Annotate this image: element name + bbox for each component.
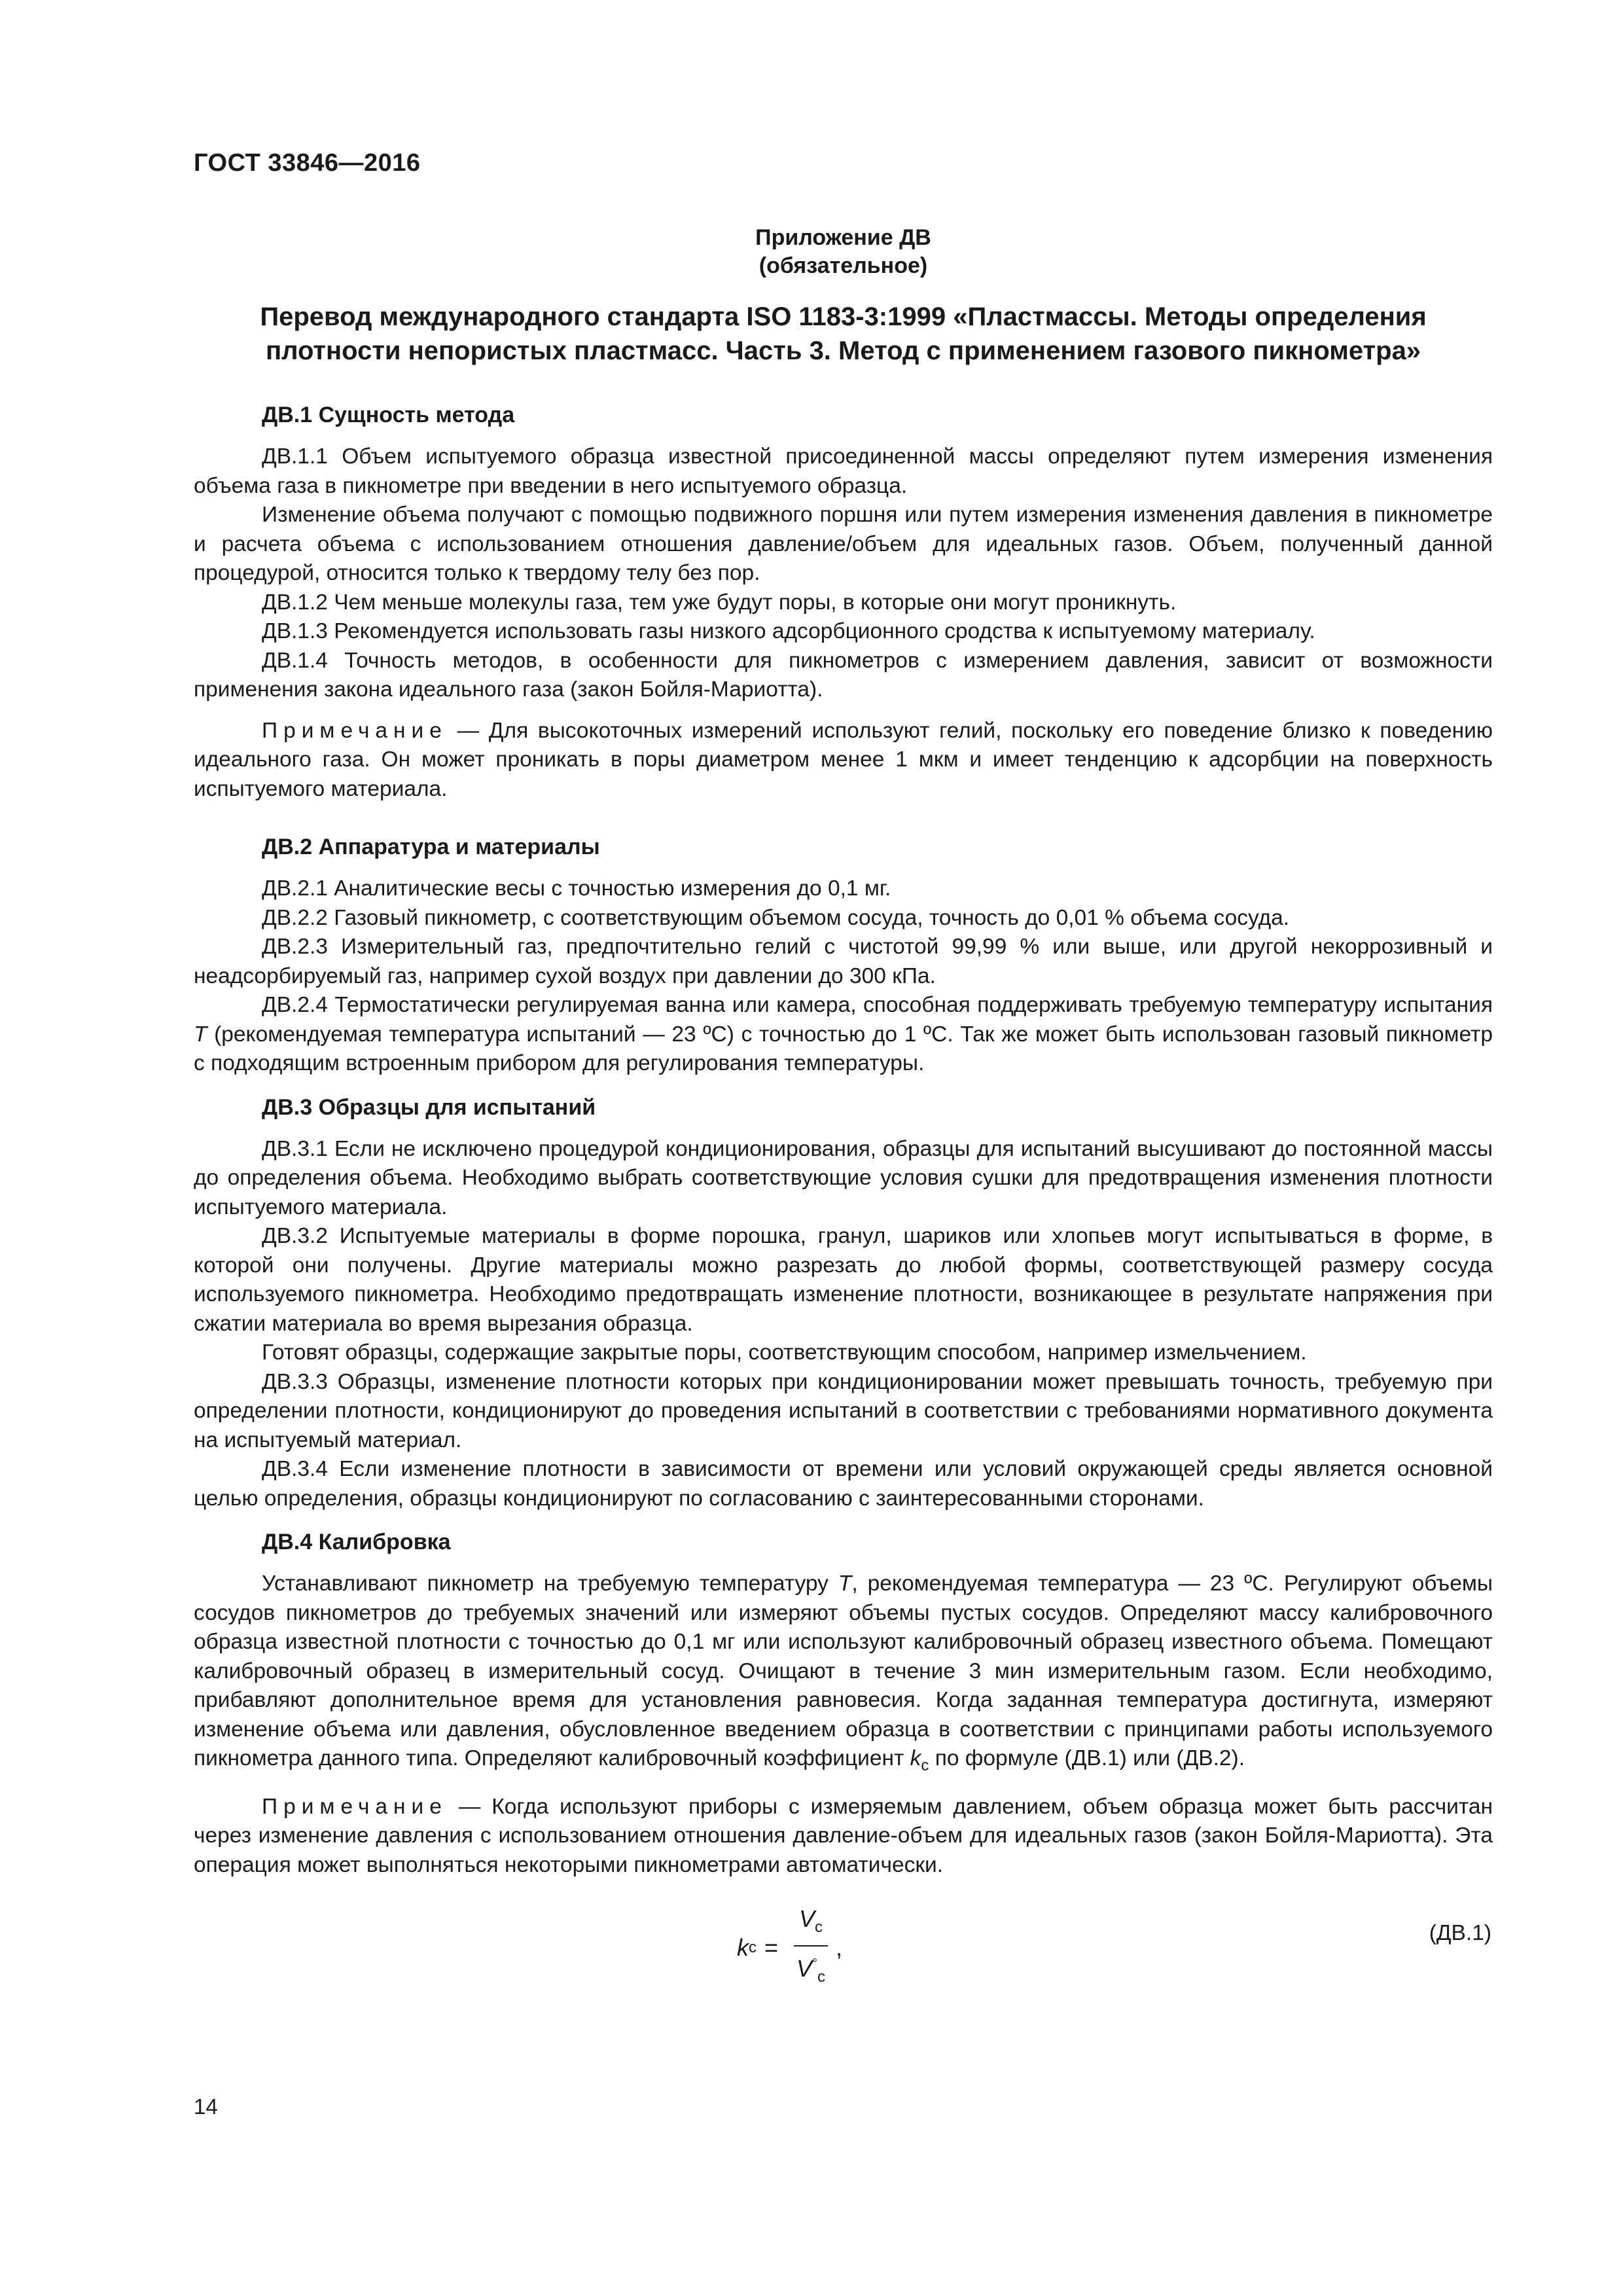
denominator-var: V <box>796 1954 813 1982</box>
formula-comma: , <box>836 1934 843 1962</box>
formula-lhs: k <box>737 1934 749 1962</box>
note <box>194 717 1493 804</box>
equation-number: (ДВ.1) <box>1429 1921 1491 1945</box>
section-heading-dv1: ДВ.1 Сущность метода <box>262 403 515 427</box>
paragraph: Готовят образцы, содержащие закрытые поры, соответствующим способом, например измельчением. <box>262 1340 1307 1365</box>
text-run: , рекомендуемая температура — 23 ºС. Регулируют объемы сосудов пикнометров до требуемых значений или измеряют объемы пустых сосудов. Определяют массу калибровочного образца известной плотности с точностью до 0,1 мг или используют калибровочный образец известного объема. Помещают калибровочный образец в измерительный сосуд. Очищают в течение 3 мин измерительным газом. Если необходимо, прибавляют дополнительное время для установления равновесия. Когда заданная температура достигнута, измеряют изменение объема или давления, обусловленное введением образца в соответствии с принципами работы используемого пикнометра данного типа. Определяют калибровочный коэффициент <box>194 1571 1493 1770</box>
subscript: c <box>921 1757 929 1774</box>
paragraph: ДВ.1.3 Рекомендуется использовать газы низкого адсорбционного сродства к испытуемому материалу. <box>262 619 1315 643</box>
page-number: 14 <box>194 2094 218 2119</box>
note-label: Примечание <box>262 718 448 743</box>
appendix-heading <box>194 224 1493 280</box>
paragraph: ДВ.1.1 Объем испытуемого образца известной присоединенной массы определяют путем измерения изменения объема газа в пикнометре при введении в него испытуемого образца. <box>194 444 1493 498</box>
note-text: — Для высокоточных измерений используют гелий, поскольку его поведение близко к поведению идеального газа. Он может проникать в поры диаметром менее 1 мкм и имеет тенденцию к адсорбции на поверхность испытуемого материала. <box>194 718 1493 801</box>
paragraph <box>194 1570 1493 1781</box>
numerator-subscript: c <box>815 1918 823 1936</box>
paragraph: ДВ.3.2 Испытуемые материалы в форме порошка, гранул, шариков или хлопьев могут испытываться в форме, в которой они получены. Другие материалы можно разрезать до любой формы, соответствующей размеру сосуда используемого пикнометра. Необходимо предотвращать изменение плотности, возникающее в результате напряжения при сжатии материала во время вырезания образца. <box>194 1224 1493 1336</box>
section-heading-dv3: ДВ.3 Образцы для испытаний <box>262 1094 596 1120</box>
formula-numerator <box>794 1905 828 1946</box>
paragraph: ДВ.3.4 Если изменение плотности в зависимости от времени или условий окружающей среды является основной целью определения, образцы кондиционируют по согласованию с заинтересованными сторонами. <box>194 1457 1493 1511</box>
formula-dv1 <box>194 1898 1493 1996</box>
appendix-title <box>194 300 1493 368</box>
text-run: (рекомендуемая температура испытаний — 23 ºС) с точностью до 1 ºС. Так же может быть использован газовый пикнометр с подходящим встроенным прибором для регулирования температуры. <box>194 1022 1493 1075</box>
paragraph: ДВ.3.3 Образцы, изменение плотности которых при кондиционировании может превышать точность, требуемую при определении плотности, кондиционируют до проведения испытаний в соответствии с требованиями нормативного документа на испытуемый материал. <box>194 1369 1493 1452</box>
appendix-label: Приложение ДВ <box>755 225 931 250</box>
paragraph: Изменение объема получают с помощью подвижного поршня или путем измерения изменения давления в пикнометре и расчета объема с использованием отношения давление/объем для идеальных газов. Объем, полученный данной процедурой, относится только к твердому телу без пор. <box>194 503 1493 585</box>
numerator-var: V <box>799 1905 815 1932</box>
paragraph: ДВ.3.1 Если не исключено процедурой кондиционирования, образцы для испытаний высушивают до постоянной массы до определения объема. Необходимо выбрать соответствующие условия сушки для предотвращения изменения плотности испытуемого материала. <box>194 1136 1493 1219</box>
section-heading-dv4: ДВ.4 Калибровка <box>262 1530 451 1554</box>
paragraph: ДВ.1.4 Точность методов, в особенности для пикнометров с измерением давления, зависит от возможности применения закона идеального газа (закон Бойля-Мариотта). <box>194 648 1493 702</box>
note <box>194 1793 1493 1880</box>
denominator-subscript: c <box>817 1967 826 1986</box>
variable: T <box>838 1571 852 1596</box>
document-body <box>194 401 1493 1996</box>
formula-lhs-subscript: c <box>749 1939 757 1957</box>
paragraph: ДВ.2.1 Аналитические весы с точностью измерения до 0,1 мг. <box>262 876 891 901</box>
note-text: — Когда используют приборы с измеряемым давлением, объем образца может быть рассчитан через изменение давления с использованием отношения давление-объем для идеальных газов (закон Бойля-Мариотта). Эта операция может выполняться некоторыми пикнометрами автоматически. <box>194 1794 1493 1877</box>
section-heading-dv2: ДВ.2 Аппаратура и материалы <box>262 834 600 859</box>
denominator-superscript: ° <box>812 1956 818 1971</box>
text-run: по формуле (ДВ.1) или (ДВ.2). <box>929 1746 1245 1770</box>
appendix-status: (обязательное) <box>758 253 928 278</box>
note-label: Примечание <box>262 1794 448 1819</box>
formula-equals: = <box>764 1934 779 1962</box>
paragraph <box>194 991 1493 1079</box>
formula-expression <box>737 1905 842 1992</box>
variable: k <box>910 1746 921 1770</box>
document-id: ГОСТ 33846—2016 <box>194 149 421 177</box>
variable: T <box>194 1022 207 1047</box>
formula-denominator <box>791 1946 830 1992</box>
title-line-2: плотности непористых пластмасс. Часть 3. Метод с применением газового пикнометра» <box>265 336 1421 365</box>
title-line-1: Перевод международного стандарта ISO 1183-3:1999 «Пластмассы. Методы определения <box>260 302 1427 331</box>
paragraph: ДВ.1.2 Чем меньше молекулы газа, тем уже будут поры, в которые они могут проникнуть. <box>262 590 1177 615</box>
text-run: Устанавливают пикнометр на требуемую температуру <box>262 1571 838 1596</box>
paragraph: ДВ.2.3 Измерительный газ, предпочтительно гелий с чистотой 99,99 % или выше, или другой некоррозивный и неадсорбируемый газ, например сухой воздух при давлении до 300 кПа. <box>194 935 1493 988</box>
formula-fraction <box>791 1905 830 1992</box>
paragraph: ДВ.2.2 Газовый пикнометр, с соответствующим объемом сосуда, точность до 0,01 % объема сосуда. <box>262 905 1290 930</box>
text-run: ДВ.2.4 Термостатически регулируемая ванна или камера, способная поддерживать требуемую температуру испытания <box>262 993 1493 1017</box>
